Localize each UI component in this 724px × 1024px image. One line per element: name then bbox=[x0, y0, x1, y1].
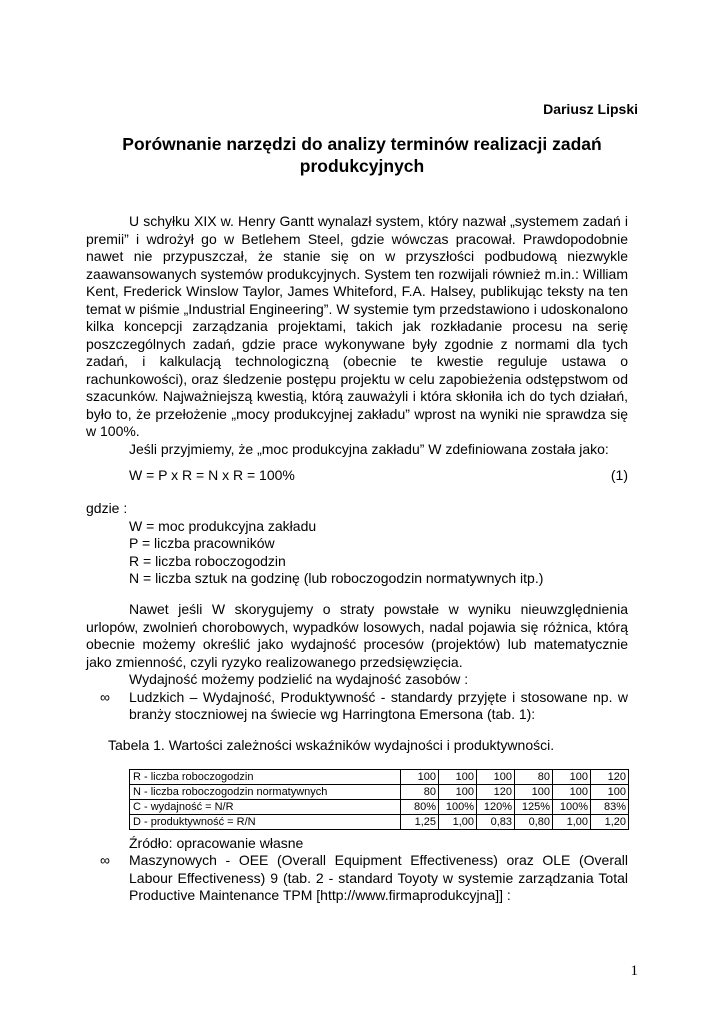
page-number: 1 bbox=[630, 963, 638, 979]
efficiency-table bbox=[129, 769, 629, 830]
table-row bbox=[130, 800, 629, 815]
efficiency-section bbox=[86, 601, 628, 724]
table-caption: Tabela 1. Wartości zależności wskaźników wydajności i produktywności. bbox=[108, 737, 555, 753]
table-cell: 1,00 bbox=[439, 815, 477, 830]
bullet-text: Maszynowych - OEE (Overall Equipment Effectiveness) oraz OLE (Overall Labour Effectiveness) 9 (tab. 2 - standard Toyoty w systemie zarządzania Total Productive Maintenance TPM [http://www.firmaprodukcyjna]] : bbox=[129, 852, 628, 903]
machine-section bbox=[86, 852, 628, 905]
table-cell: 83% bbox=[591, 800, 629, 815]
page-title: Porównanie narzędzi do analizy terminów realizacji zadań produkcyjnych bbox=[122, 134, 602, 176]
definition-item: W = moc produkcyjna zakładu bbox=[129, 517, 317, 534]
table-cell: 100% bbox=[553, 800, 591, 815]
table-cell: 100 bbox=[515, 785, 553, 800]
paragraph-3: Nawet jeśli W skorygujemy o straty powstałe w wyniku nieuwzględnienia urlopów, zwolnień chorobowych, wypadków losowych, nadal pojawia się różnica, którą obecnie możemy określić jako wydajność procesów (projektów) lub matematycznie jako zmienność, czyli ryzyko realizowanego przedsięwzięcia. bbox=[86, 601, 628, 670]
table-cell: 80 bbox=[515, 770, 553, 785]
table-cell: 120 bbox=[591, 770, 629, 785]
table-row bbox=[130, 770, 629, 785]
table-source: Źródło: opracowanie własne bbox=[129, 835, 304, 851]
bullet-item-machine bbox=[86, 852, 628, 905]
table-cell-label: R - liczba roboczogodzin bbox=[130, 770, 401, 785]
table-cell: 1,20 bbox=[591, 815, 629, 830]
formula-1 bbox=[129, 467, 628, 483]
infinity-bullet-icon: ∞ bbox=[100, 688, 110, 705]
table-cell-label: N - liczba roboczogodzin normatywnych bbox=[130, 785, 401, 800]
table-cell: 100% bbox=[439, 800, 477, 815]
paragraph-1: U schyłku XIX w. Henry Gantt wynalazł system, który nazwał „systemem zadań i premii” i wdrożył go w Betlehem Steel, gdzie wówczas pracował. Prawdopodobnie nawet nie przypuszczał, że stanie się on w przyszłości podbudową niezwykle zaawansowanych systemów produkcyjnych. System ten rozwijali również m.in.: William Kent, Frederick Winslow Taylor, James Whiteford, F.A. Halsey, publikując teksty na ten temat w piśmie „Industrial Engineering”. W systemie tym przedstawiono i udoskonalono kilka koncepcji zarządzania projektami, takich jak rozkładanie procesu na serię poszczególnych zadań, gdzie prace wykonywane były zgodnie z normami dla tych zadań, i kalkulacją technologiczną (obecnie te kwestie reguluje ustawa o rachunkowości), oraz śledzenie postępu projektu w celu zapobieżenia odstępstwom od szacunków. Najważniejszą kwestią, którą zauważyli i która skłoniła ich do tych działań, było to, że przełożenie „mocy produkcyjnej zakładu” wprost na wyniki nie sprawdza się w 100%. bbox=[86, 213, 628, 439]
table-row bbox=[130, 785, 629, 800]
table-cell: 1,25 bbox=[401, 815, 439, 830]
where-label: gdzie : bbox=[86, 500, 128, 516]
table-cell: 100 bbox=[439, 770, 477, 785]
table-cell: 80% bbox=[401, 800, 439, 815]
bullet-item-human bbox=[86, 689, 628, 724]
table-cell: 0,80 bbox=[515, 815, 553, 830]
table-row bbox=[130, 815, 629, 830]
definitions-section bbox=[86, 500, 628, 588]
author-name: Dariusz Lipski bbox=[543, 101, 638, 117]
table-cell: 100 bbox=[591, 785, 629, 800]
bullet-text: Ludzkich – Wydajność, Produktywność - standardy przyjęte i stosowane np. w branży stoczniowej na świecie wg Harringtona Emersona (tab. 1): bbox=[129, 688, 628, 722]
table-cell-label: D - produktywność = R/N bbox=[130, 815, 401, 830]
formula-text: W = P x R = N x R = 100% bbox=[129, 467, 295, 483]
table-cell: 80 bbox=[401, 785, 439, 800]
table-cell: 100 bbox=[401, 770, 439, 785]
definition-item: P = liczba pracowników bbox=[129, 535, 275, 551]
definition-item: R = liczba roboczogodzin bbox=[129, 552, 286, 569]
table-cell: 100 bbox=[553, 770, 591, 785]
table-cell: 100 bbox=[439, 785, 477, 800]
table-cell: 120% bbox=[477, 800, 515, 815]
table-cell: 125% bbox=[515, 800, 553, 815]
table-cell-label: C - wydajność = N/R bbox=[130, 800, 401, 815]
table-cell: 120 bbox=[477, 785, 515, 800]
definition-item: N = liczba sztuk na godzinę (lub roboczogodzin normatywnych itp.) bbox=[129, 570, 544, 586]
intro-section bbox=[86, 213, 628, 458]
table-cell: 0,83 bbox=[477, 815, 515, 830]
paragraph-4: Wydajność możemy podzielić na wydajność zasobów : bbox=[129, 671, 469, 687]
table-cell: 100 bbox=[477, 770, 515, 785]
formula-number: (1) bbox=[610, 467, 628, 483]
paragraph-2: Jeśli przyjmiemy, że „moc produkcyjna zakładu” W zdefiniowana została jako: bbox=[129, 440, 609, 457]
table-cell: 100 bbox=[553, 785, 591, 800]
infinity-bullet-icon: ∞ bbox=[100, 852, 110, 868]
table-cell: 1,00 bbox=[553, 815, 591, 830]
